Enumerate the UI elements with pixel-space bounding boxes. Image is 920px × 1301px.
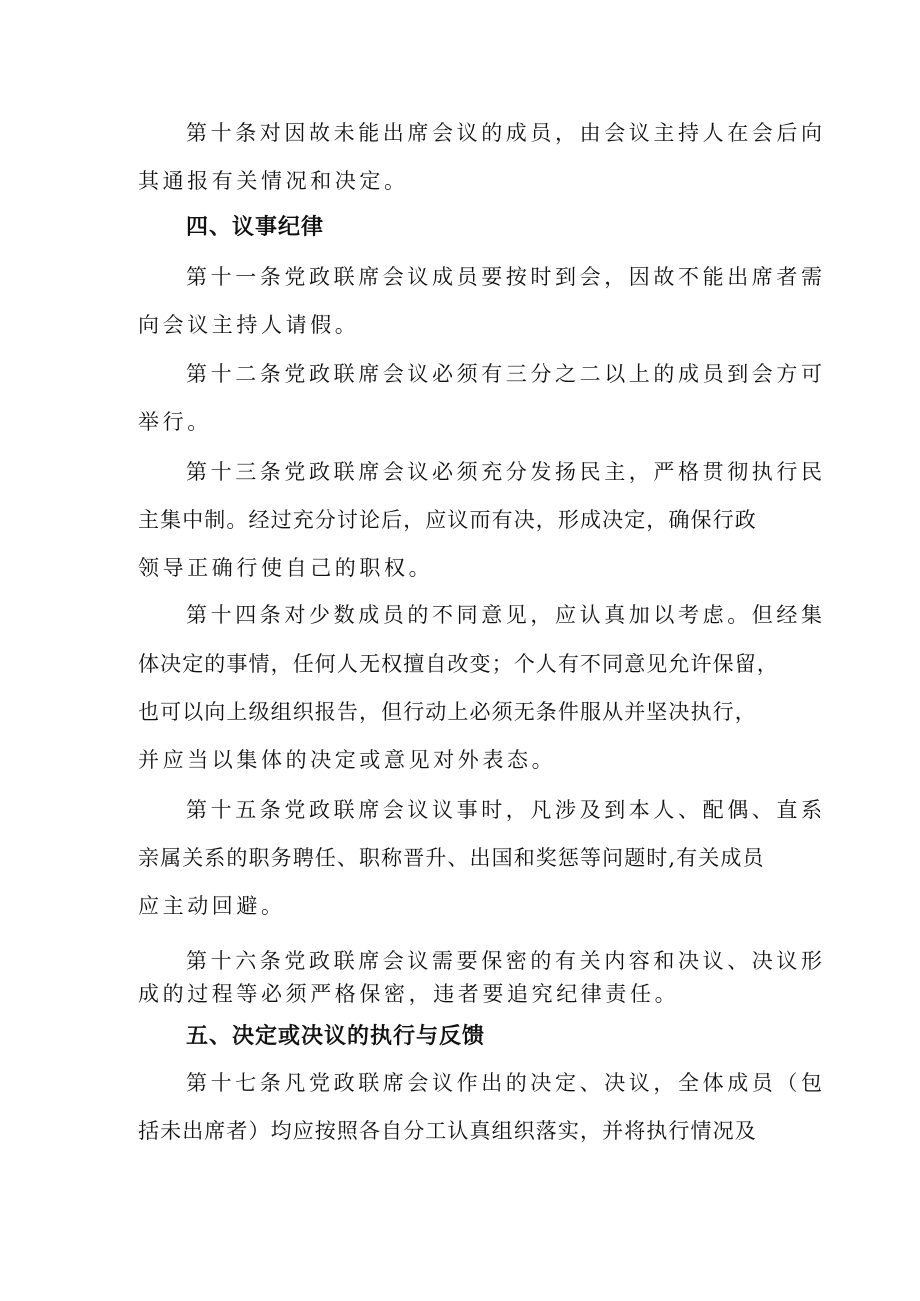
article-14-line-2: 体决定的事情，任何人无权擅自改变；个人有不同意见允许保留，: [138, 652, 779, 676]
article-10-line-2: 其通报有关情况和决定。: [138, 169, 409, 193]
article-14-line-1: 第十四条对少数成员的不同意见，应认真加以考虑。但经集: [186, 603, 826, 627]
article-15-line-1: 第十五条党政联席会议议事时，凡涉及到本人、配偶、直系: [186, 798, 826, 822]
section-heading-5: 五、决定或决议的执行与反馈: [186, 1024, 486, 1049]
section-heading-4: 四、议事纪律: [186, 215, 325, 240]
article-12-line-1: 第十二条党政联席会议必须有三分之二以上的成员到会方可: [186, 362, 826, 386]
article-17-line-2: 括未出席者）均应按照各自分工认真组织落实，并将执行情况及: [138, 1119, 757, 1143]
article-15-line-3: 应主动回避。: [138, 894, 286, 918]
article-11-line-1: 第十一条党政联席会议成员要按时到会，因故不能出席者需: [186, 265, 826, 289]
article-11-line-2: 向会议主持人请假。: [138, 313, 360, 337]
article-12-line-2: 举行。: [138, 410, 212, 434]
article-16-line-2: 成的过程等必须严格保密，违者要追究纪律责任。: [138, 982, 680, 1006]
article-13-line-1: 第十三条党政联席会议必须充分发扬民主，严格贯彻执行民: [186, 460, 826, 484]
article-13-line-3: 领导正确行使自己的职权。: [138, 556, 434, 580]
article-14-line-3: 也可以向上级组织报告，但行动上必须无条件服从并坚决执行，: [138, 700, 757, 724]
article-17-line-1: 第十七条凡党政联席会议作出的决定、决议，全体成员（包: [186, 1071, 826, 1095]
article-13-line-2: 主集中制。经过充分讨论后，应议而有决，形成决定，确保行政: [138, 508, 757, 532]
article-10-line-1: 第十条对因故未能出席会议的成员，由会议主持人在会后向: [186, 121, 826, 145]
article-14-line-4: 并应当以集体的决定或意见对外表态。: [138, 748, 557, 772]
article-16-line-1: 第十六条党政联席会议需要保密的有关内容和决议、决议形: [186, 949, 826, 973]
article-15-line-2: 亲属关系的职务聘任、职称晋升、出国和奖惩等问题时,有关成员: [138, 846, 765, 870]
